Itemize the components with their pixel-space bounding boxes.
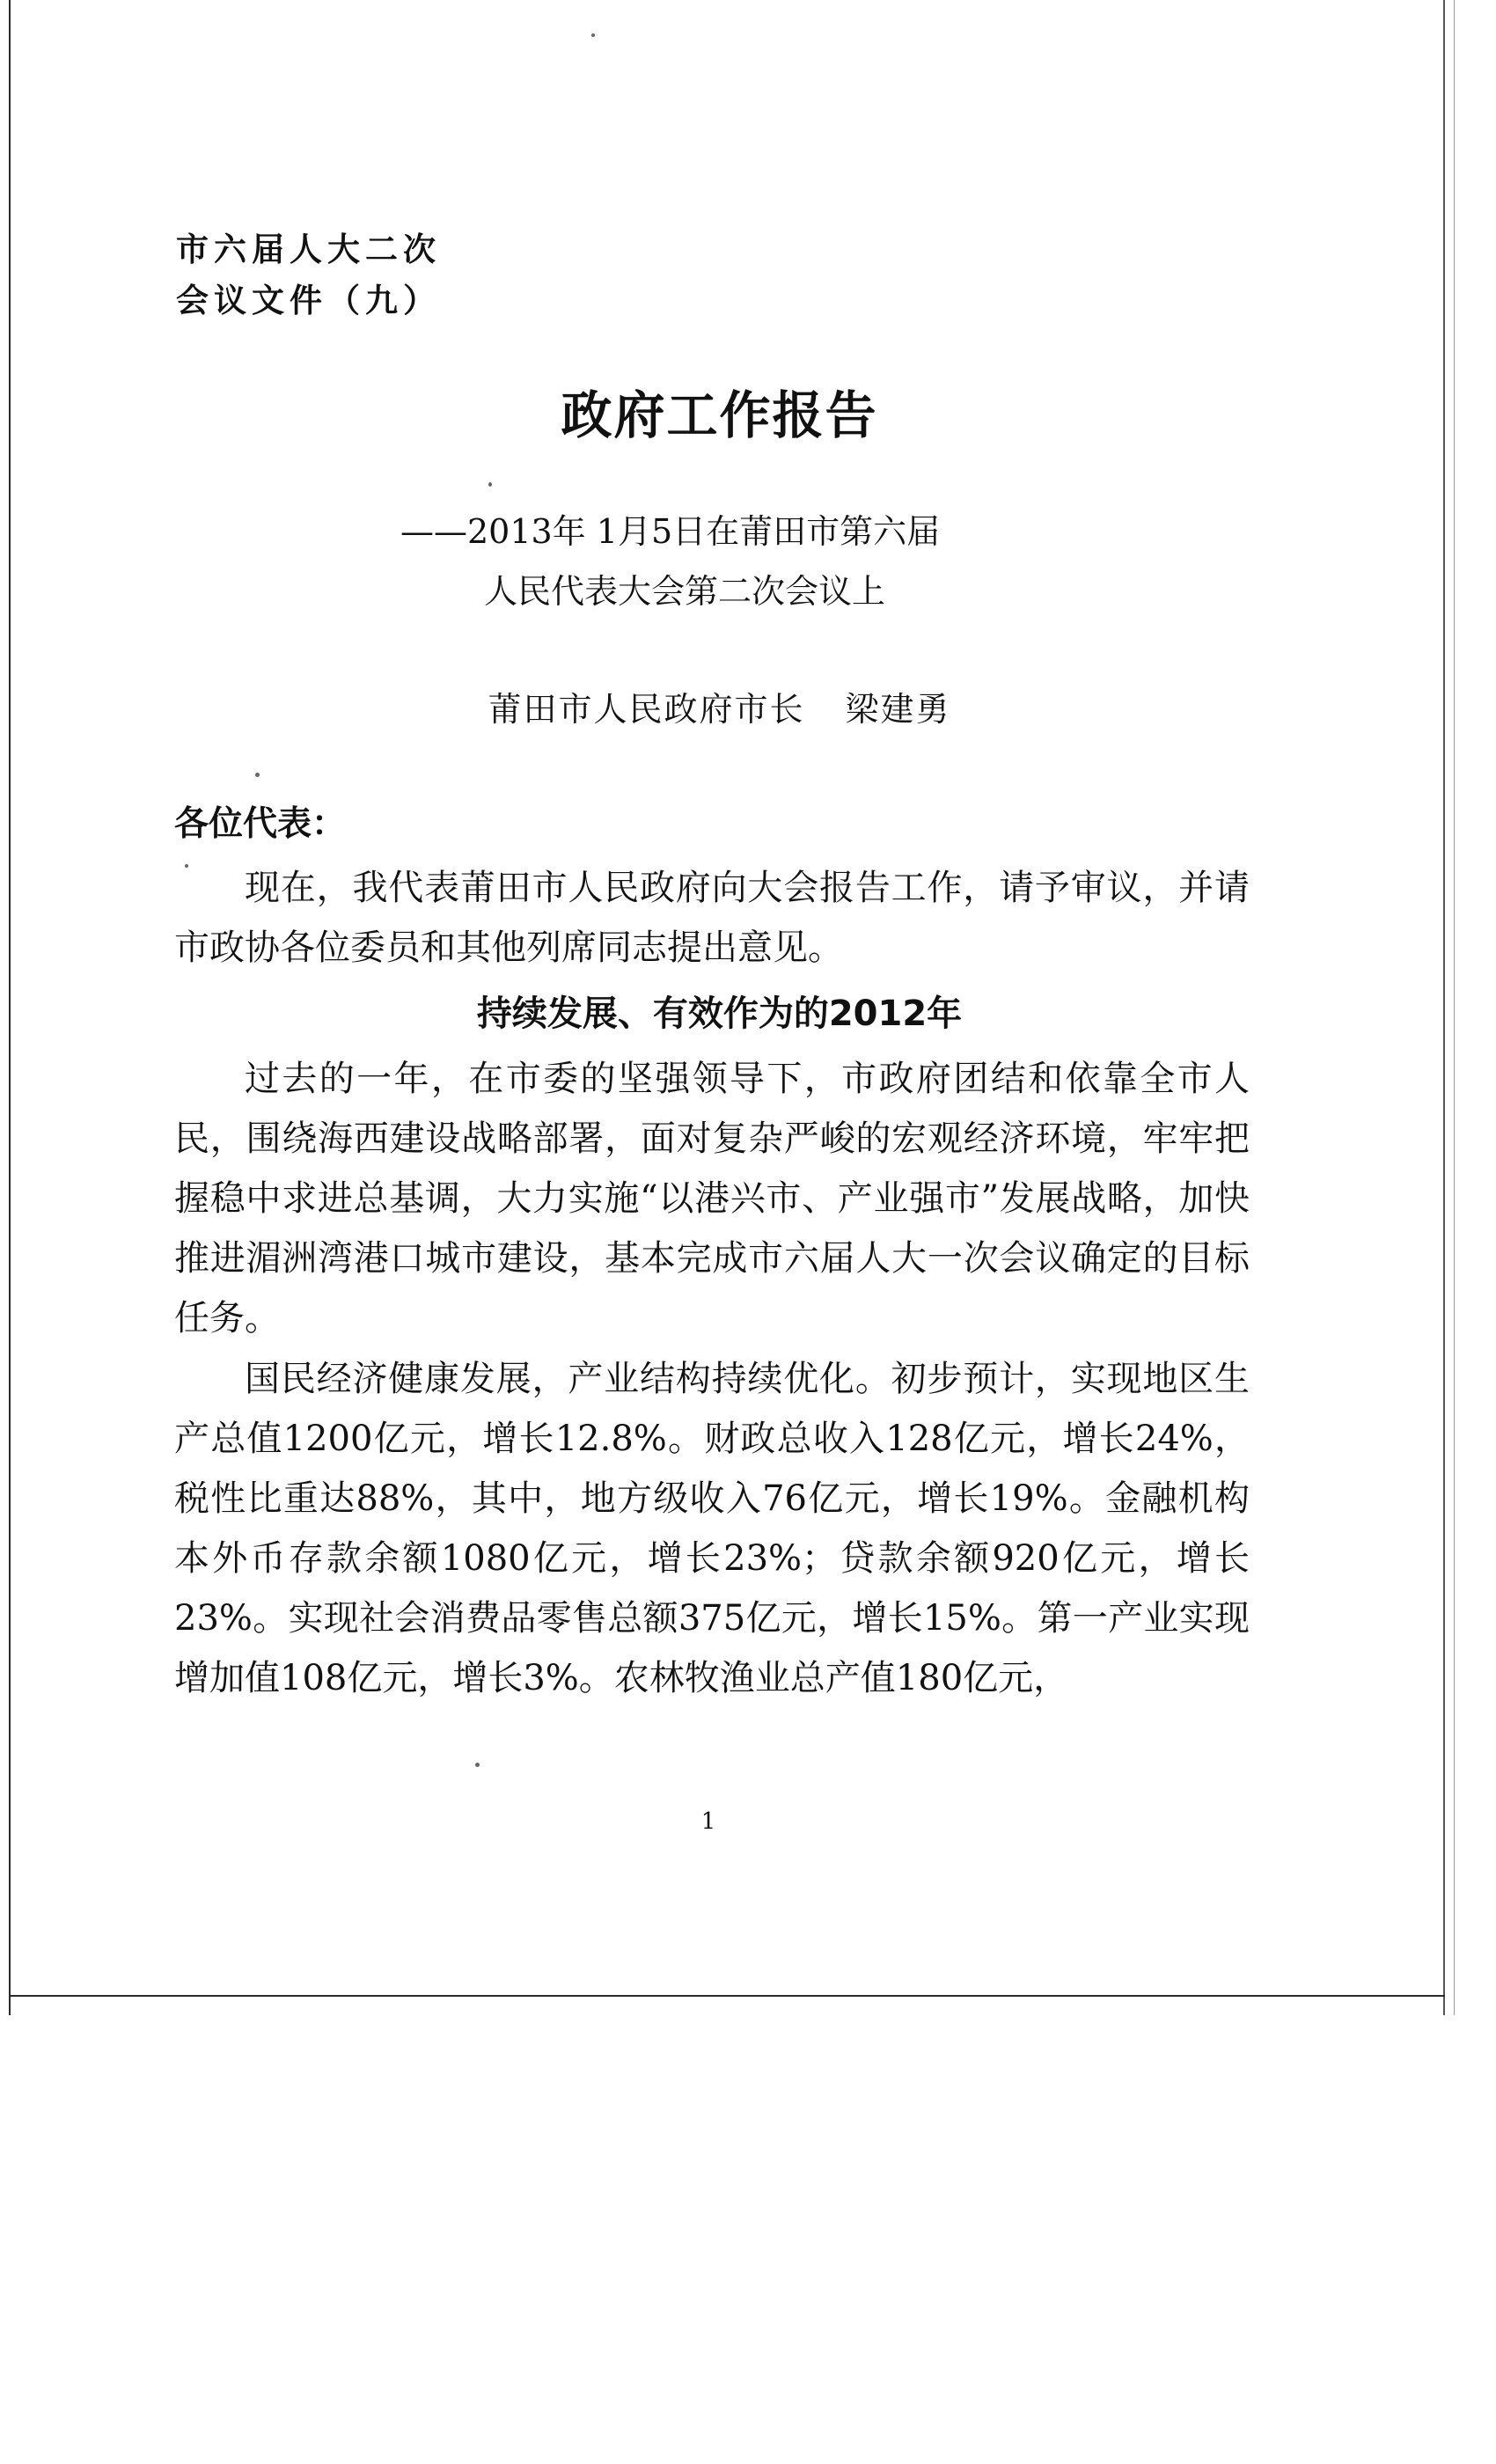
scan-speck: [591, 33, 595, 37]
author-line: [0, 682, 1439, 730]
document-title: 政府工作报告: [561, 385, 878, 445]
document-subtitle: [400, 502, 940, 621]
file-label-line-1: 市六届人大二次: [176, 231, 441, 268]
body-paragraph-economy: 国民经济健康发展，产业结构持续优化。初步预计，实现地区生产总值1200亿元，增长12.8%。财政总收入128亿元，增长24%，税性比重达88%，其中，地方级收入76亿元，增长19%。金融机构本外币存款余额1080亿元，增长23%；贷款余额920亿元，增长23%。实现社会消费品零售总额375亿元，增长15%。第一产业实现增加值108亿元，增长3%。农林牧渔业总产值180亿元，: [174, 1359, 1250, 1698]
document-file-label: [176, 224, 441, 326]
scan-speck: [488, 482, 492, 487]
page-frame-right-edge: [1443, 0, 1445, 2015]
author-name: 梁建勇: [845, 690, 951, 729]
body-paragraph-review: 过去的一年，在市委的坚强领导下，市政府团结和依靠全市人民，围绕海西建设战略部署，面对复杂严峻的宏观经济环境，牢牢把握稳中求进总基调，大力实施“以港兴市、产业强市”发展战略，加快推进湄洲湾港口城市建设，基本完成市六届人大一次会议确定的目标任务。: [174, 1059, 1250, 1338]
page-number: 1: [700, 1808, 716, 1835]
section-heading: 持续发展、有效作为的2012年: [476, 994, 963, 1034]
file-label-line-2: 会议文件（九）: [176, 282, 441, 319]
scan-speck: [475, 1763, 480, 1767]
subtitle-line-1: ——2013年 1月5日在莆田市第六届: [400, 512, 941, 551]
intro-paragraph: 现在，我代表莆田市人民政府向大会报告工作，请予审议，并请市政协各位委员和其他列席同志提出意见。: [174, 868, 1250, 968]
page-frame-right-edge-shadow: [1454, 0, 1455, 2015]
subtitle-line-2: 人民代表大会第二次会议上: [484, 572, 886, 611]
page-frame-bottom-edge: [9, 1995, 1445, 1997]
greeting: 各位代表：: [174, 804, 347, 844]
scan-speck: [255, 773, 260, 777]
author-organization: 莆田市人民政府市长: [488, 690, 805, 729]
